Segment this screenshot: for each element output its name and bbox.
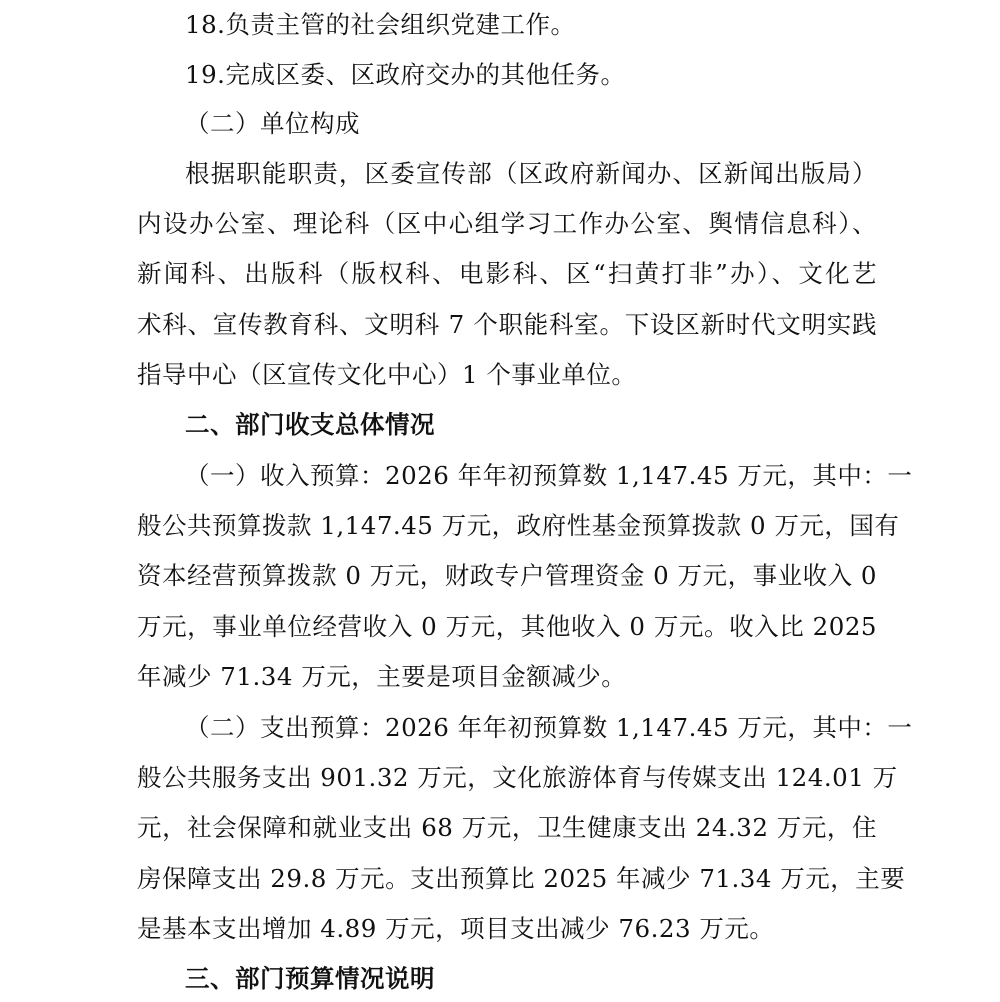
paragraph-line: 术科、宣传教育科、文明科 7 个职能科室。下设区新时代文明实践: [137, 310, 877, 339]
paragraph-line: 新闻科、出版科（版权科、电影科、区“扫黄打非”办）、文化艺: [137, 259, 877, 288]
paragraph-line: 是基本支出增加 4.89 万元，项目支出减少 76.23 万元。: [137, 914, 775, 943]
paragraph-line: 内设办公室、理论科（区中心组学习工作办公室、舆情信息科）、: [137, 209, 877, 238]
paragraph-line: （一）收入预算：2026 年年初预算数 1,147.45 万元，其中：一: [185, 461, 913, 490]
paragraph-line: 房保障支出 29.8 万元。支出预算比 2025 年减少 71.34 万元，主要: [137, 864, 906, 893]
paragraph-line: （二）支出预算：2026 年年初预算数 1,147.45 万元，其中：一: [185, 713, 913, 742]
section-heading-budget: 三、部门预算情况说明: [185, 964, 435, 993]
paragraph-line: 万元，事业单位经营收入 0 万元，其他收入 0 万元。收入比 2025: [137, 612, 877, 641]
paragraph-line: 年减少 71.34 万元，主要是项目金额减少。: [137, 662, 627, 691]
paragraph-line: 般公共预算拨款 1,147.45 万元，政府性基金预算拨款 0 万元，国有: [137, 511, 900, 540]
paragraph-line: 指导中心（区宣传文化中心）1 个事业单位。: [137, 360, 637, 389]
section-heading-unit-composition: （二）单位构成: [185, 109, 360, 138]
section-heading-overall: 二、部门收支总体情况: [185, 410, 435, 439]
paragraph-line: 根据职能职责，区委宣传部（区政府新闻办、区新闻出版局）: [185, 159, 877, 188]
list-item-18: 18.负责主管的社会组织党建工作。: [185, 10, 576, 39]
paragraph-line: 资本经营预算拨款 0 万元，财政专户管理资金 0 万元，事业收入 0: [137, 561, 877, 590]
paragraph-line: 元，社会保障和就业支出 68 万元，卫生健康支出 24.32 万元，住: [137, 813, 877, 842]
list-item-19: 19.完成区委、区政府交办的其他任务。: [185, 60, 626, 89]
paragraph-line: 般公共服务支出 901.32 万元，文化旅游体育与传媒支出 124.01 万: [137, 763, 898, 792]
